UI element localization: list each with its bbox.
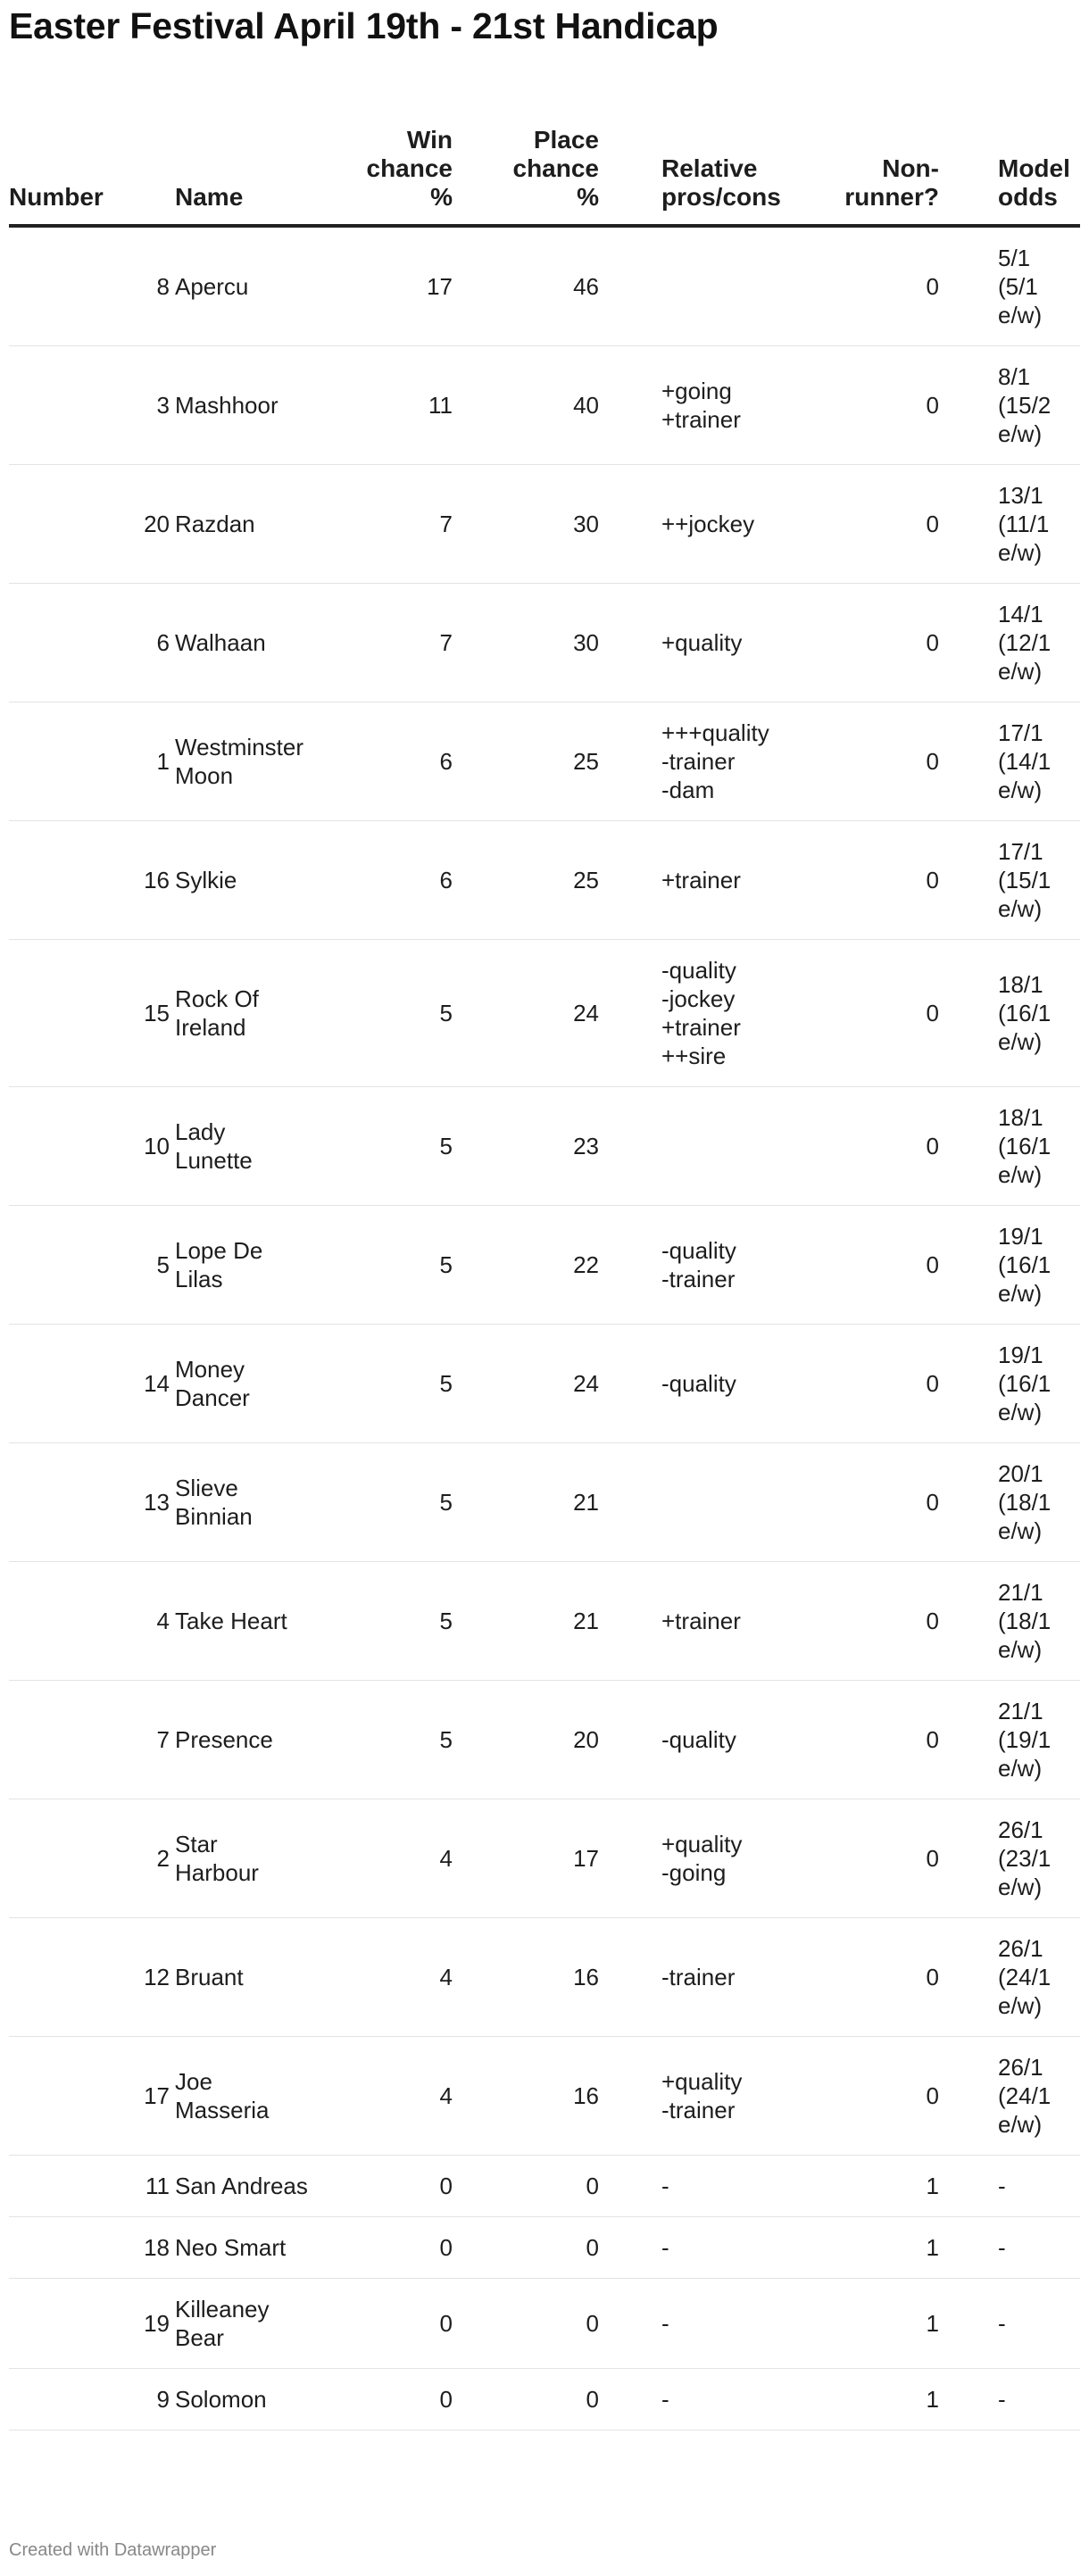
cell-win-chance: 5	[319, 1325, 461, 1443]
cell-win-chance: 11	[319, 346, 461, 465]
cell-model-odds: -	[944, 2369, 1080, 2431]
cell-number	[9, 821, 170, 940]
table-row	[9, 2156, 1080, 2217]
cell-name: Bruant	[170, 1918, 319, 2037]
cell-model-odds: -	[944, 2279, 1080, 2369]
cell-name: Joe Masseria	[170, 2037, 319, 2156]
header-place-chance[interactable]: Place chance %	[461, 100, 604, 226]
cell-pros-cons: +++quality -trainer -dam	[604, 702, 761, 821]
cell-number	[9, 1443, 170, 1562]
table-row	[9, 2279, 1080, 2369]
cell-number-value: 19	[144, 2310, 170, 2337]
cell-place-chance: 30	[461, 465, 604, 584]
cell-pros-cons: +trainer	[604, 1562, 761, 1681]
table-row	[9, 1562, 1080, 1681]
cell-win-chance: 5	[319, 1562, 461, 1681]
cell-place-chance: 17	[461, 1799, 604, 1918]
cell-win-chance: 5	[319, 1087, 461, 1206]
cell-name: Mashhoor	[170, 346, 319, 465]
table-row	[9, 1799, 1080, 1918]
cell-model-odds: 5/1 (5/1 e/w)	[944, 226, 1080, 346]
cell-non-runner: 0	[761, 1206, 944, 1325]
table-row	[9, 2369, 1080, 2431]
cell-model-odds: 17/1 (14/1 e/w)	[944, 702, 1080, 821]
header-model-odds[interactable]: Model odds	[944, 100, 1080, 226]
cell-win-chance: 0	[319, 2369, 461, 2431]
cell-non-runner: 0	[761, 465, 944, 584]
cell-model-odds: 20/1 (18/1 e/w)	[944, 1443, 1080, 1562]
cell-win-chance: 6	[319, 821, 461, 940]
cell-model-odds: 14/1 (12/1 e/w)	[944, 584, 1080, 702]
cell-pros-cons: -quality	[604, 1325, 761, 1443]
cell-pros-cons: -quality -jockey +trainer ++sire	[604, 940, 761, 1087]
cell-pros-cons: -	[604, 2156, 761, 2217]
cell-place-chance: 20	[461, 1681, 604, 1799]
cell-name: Sylkie	[170, 821, 319, 940]
cell-win-chance: 5	[319, 940, 461, 1087]
cell-win-chance: 4	[319, 1918, 461, 2037]
cell-number-value: 7	[156, 1726, 170, 1753]
cell-name: Money Dancer	[170, 1325, 319, 1443]
cell-place-chance: 21	[461, 1562, 604, 1681]
cell-pros-cons: -quality	[604, 1681, 761, 1799]
cell-non-runner: 0	[761, 1443, 944, 1562]
cell-number	[9, 2037, 170, 2156]
cell-number-value: 16	[144, 867, 170, 893]
cell-non-runner: 0	[761, 226, 944, 346]
cell-win-chance: 4	[319, 1799, 461, 1918]
cell-number	[9, 2279, 170, 2369]
cell-name: Killeaney Bear	[170, 2279, 319, 2369]
page-title: Easter Festival April 19th - 21st Handicap	[9, 5, 719, 46]
cell-place-chance: 23	[461, 1087, 604, 1206]
cell-model-odds: 18/1 (16/1 e/w)	[944, 1087, 1080, 1206]
cell-place-chance: 24	[461, 1325, 604, 1443]
table-row	[9, 1918, 1080, 2037]
cell-model-odds: 26/1 (24/1 e/w)	[944, 2037, 1080, 2156]
cell-number-value: 20	[144, 511, 170, 537]
cell-non-runner: 0	[761, 940, 944, 1087]
cell-place-chance: 24	[461, 940, 604, 1087]
cell-pros-cons: +quality	[604, 584, 761, 702]
table-row	[9, 226, 1080, 346]
cell-number-value: 17	[144, 2082, 170, 2109]
cell-win-chance: 17	[319, 226, 461, 346]
cell-number	[9, 2217, 170, 2279]
table-header	[9, 100, 1080, 226]
header-pros-cons[interactable]: Relative pros/cons	[604, 100, 761, 226]
cell-name: Westminster Moon	[170, 702, 319, 821]
cell-name: Razdan	[170, 465, 319, 584]
cell-number-value: 8	[156, 273, 170, 300]
cell-place-chance: 25	[461, 702, 604, 821]
cell-number-value: 13	[144, 1489, 170, 1516]
cell-non-runner: 0	[761, 1681, 944, 1799]
cell-place-chance: 0	[461, 2156, 604, 2217]
cell-pros-cons: -	[604, 2217, 761, 2279]
cell-win-chance: 4	[319, 2037, 461, 2156]
cell-number-value: 11	[145, 2173, 170, 2199]
table-row	[9, 1206, 1080, 1325]
cell-number	[9, 1562, 170, 1681]
cell-pros-cons: +quality -going	[604, 1799, 761, 1918]
cell-number-value: 2	[156, 1845, 170, 1872]
cell-pros-cons	[604, 1443, 761, 1562]
cell-place-chance: 16	[461, 1918, 604, 2037]
cell-name: Slieve Binnian	[170, 1443, 319, 1562]
header-win-chance[interactable]: Win chance %	[319, 100, 461, 226]
cell-number-value: 5	[156, 1251, 170, 1278]
table-row	[9, 1443, 1080, 1562]
cell-number	[9, 1681, 170, 1799]
cell-non-runner: 0	[761, 1799, 944, 1918]
cell-place-chance: 16	[461, 2037, 604, 2156]
cell-model-odds: 8/1 (15/2 e/w)	[944, 346, 1080, 465]
cell-win-chance: 7	[319, 465, 461, 584]
cell-model-odds: 19/1 (16/1 e/w)	[944, 1325, 1080, 1443]
cell-model-odds: 17/1 (15/1 e/w)	[944, 821, 1080, 940]
header-number[interactable]: Number	[9, 100, 170, 226]
cell-number	[9, 702, 170, 821]
cell-non-runner: 0	[761, 1562, 944, 1681]
cell-win-chance: 0	[319, 2279, 461, 2369]
cell-number	[9, 584, 170, 702]
cell-non-runner: 1	[761, 2156, 944, 2217]
cell-place-chance: 30	[461, 584, 604, 702]
cell-non-runner: 0	[761, 702, 944, 821]
cell-pros-cons: +trainer	[604, 821, 761, 940]
table-row	[9, 2217, 1080, 2279]
cell-model-odds: 13/1 (11/1 e/w)	[944, 465, 1080, 584]
cell-number	[9, 465, 170, 584]
cell-model-odds: 26/1 (23/1 e/w)	[944, 1799, 1080, 1918]
cell-non-runner: 0	[761, 1918, 944, 2037]
footer-credit: Created with Datawrapper	[9, 2540, 217, 2560]
cell-name: Apercu	[170, 226, 319, 346]
cell-number	[9, 1918, 170, 2037]
cell-number-value: 18	[144, 2234, 170, 2261]
table-row	[9, 1681, 1080, 1799]
cell-number	[9, 226, 170, 346]
cell-pros-cons: +going +trainer	[604, 346, 761, 465]
cell-win-chance: 6	[319, 702, 461, 821]
cell-number-value: 4	[156, 1608, 170, 1634]
table-row	[9, 346, 1080, 465]
cell-non-runner: 0	[761, 1087, 944, 1206]
cell-number	[9, 1325, 170, 1443]
cell-place-chance: 21	[461, 1443, 604, 1562]
cell-place-chance: 46	[461, 226, 604, 346]
cell-model-odds: 26/1 (24/1 e/w)	[944, 1918, 1080, 2037]
cell-non-runner: 0	[761, 821, 944, 940]
cell-number-value: 9	[156, 2386, 170, 2413]
cell-pros-cons: ++jockey	[604, 465, 761, 584]
cell-number	[9, 2369, 170, 2431]
cell-win-chance: 0	[319, 2156, 461, 2217]
cell-model-odds: 21/1 (18/1 e/w)	[944, 1562, 1080, 1681]
cell-model-odds: -	[944, 2156, 1080, 2217]
cell-place-chance: 40	[461, 346, 604, 465]
cell-pros-cons	[604, 226, 761, 346]
cell-number-value: 10	[144, 1133, 170, 1159]
cell-win-chance: 5	[319, 1206, 461, 1325]
cell-non-runner: 0	[761, 1325, 944, 1443]
cell-name: Star Harbour	[170, 1799, 319, 1918]
cell-name: Presence	[170, 1681, 319, 1799]
cell-pros-cons: -	[604, 2279, 761, 2369]
table-body	[9, 226, 1080, 2431]
cell-name: Lady Lunette	[170, 1087, 319, 1206]
cell-number-value: 15	[144, 1000, 170, 1026]
cell-number-value: 12	[144, 1964, 170, 1990]
cell-number	[9, 1799, 170, 1918]
table-row	[9, 702, 1080, 821]
cell-number	[9, 940, 170, 1087]
cell-name: Walhaan	[170, 584, 319, 702]
cell-non-runner: 1	[761, 2369, 944, 2431]
cell-number	[9, 1087, 170, 1206]
cell-name: Take Heart	[170, 1562, 319, 1681]
cell-number-value: 6	[156, 629, 170, 656]
cell-non-runner: 0	[761, 346, 944, 465]
header-non-runner[interactable]: Non- runner?	[761, 100, 944, 226]
cell-number-value: 1	[156, 748, 170, 775]
cell-place-chance: 22	[461, 1206, 604, 1325]
table-row	[9, 584, 1080, 702]
cell-pros-cons: -	[604, 2369, 761, 2431]
table-row	[9, 2037, 1080, 2156]
cell-number	[9, 2156, 170, 2217]
cell-non-runner: 0	[761, 584, 944, 702]
cell-place-chance: 0	[461, 2369, 604, 2431]
cell-win-chance: 5	[319, 1443, 461, 1562]
cell-win-chance: 0	[319, 2217, 461, 2279]
cell-pros-cons	[604, 1087, 761, 1206]
table-row	[9, 821, 1080, 940]
table-row	[9, 940, 1080, 1087]
table-row	[9, 1087, 1080, 1206]
cell-name: San Andreas	[170, 2156, 319, 2217]
cell-model-odds: 18/1 (16/1 e/w)	[944, 940, 1080, 1087]
cell-non-runner: 1	[761, 2279, 944, 2369]
cell-name: Lope De Lilas	[170, 1206, 319, 1325]
cell-model-odds: -	[944, 2217, 1080, 2279]
cell-non-runner: 1	[761, 2217, 944, 2279]
cell-place-chance: 0	[461, 2217, 604, 2279]
header-row	[9, 100, 1080, 226]
cell-name: Rock Of Ireland	[170, 940, 319, 1087]
header-name[interactable]: Name	[170, 100, 319, 226]
cell-name: Neo Smart	[170, 2217, 319, 2279]
cell-number	[9, 1206, 170, 1325]
cell-place-chance: 25	[461, 821, 604, 940]
cell-model-odds: 19/1 (16/1 e/w)	[944, 1206, 1080, 1325]
cell-win-chance: 7	[319, 584, 461, 702]
table-row	[9, 1325, 1080, 1443]
cell-pros-cons: -quality -trainer	[604, 1206, 761, 1325]
cell-number-value: 3	[156, 392, 170, 419]
table-row	[9, 465, 1080, 584]
cell-model-odds: 21/1 (19/1 e/w)	[944, 1681, 1080, 1799]
results-table	[9, 100, 1080, 2431]
cell-number	[9, 346, 170, 465]
cell-non-runner: 0	[761, 2037, 944, 2156]
cell-name: Solomon	[170, 2369, 319, 2431]
cell-number-value: 14	[144, 1370, 170, 1397]
cell-pros-cons: +quality -trainer	[604, 2037, 761, 2156]
cell-pros-cons: -trainer	[604, 1918, 761, 2037]
cell-win-chance: 5	[319, 1681, 461, 1799]
cell-place-chance: 0	[461, 2279, 604, 2369]
